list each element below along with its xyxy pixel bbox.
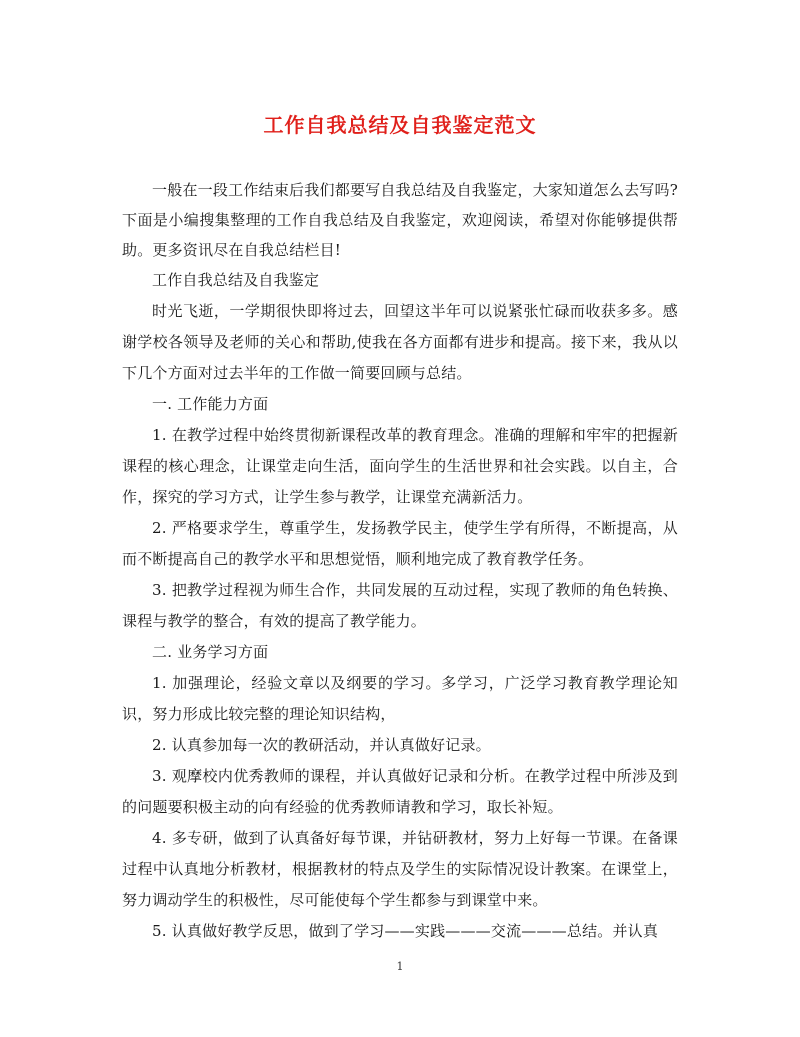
list-item: 1. 在教学过程中始终贯彻新课程改革的教育理念。准确的理解和牢牢的把握新课程的核心理念，让课堂走向生活，面向学生的生活世界和社会实践。以自主，合作，探究的学习方式，让学生参与教学，让课堂充满新活力。 bbox=[122, 426, 678, 506]
body-paragraph: 时光飞逝，一学期很快即将过去，回望这半年可以说紧张忙碌而收获多多。感谢学校各领导及老师的关心和帮助,使我在各方面都有进步和提高。接下来，我从以下几个方面对过去半年的工作做一简要回顾与总结。 bbox=[122, 302, 678, 382]
list-item: 1. 加强理论，经验文章以及纲要的学习。多学习，广泛学习教育教学理论知识，努力形成比较完整的理论知识结构， bbox=[122, 674, 678, 723]
page-number: 1 bbox=[396, 960, 404, 973]
list-item: 3. 把教学过程视为师生合作，共同发展的互动过程，实现了教师的角色转换、课程与教学的整合，有效的提高了教学能力。 bbox=[122, 581, 678, 630]
section-heading: 二. 业务学习方面 bbox=[152, 643, 269, 661]
intro-paragraph: 一般在一段工作结束后我们都要写自我总结及自我鉴定，大家知道怎么去写吗?下面是小编搜集整理的工作自我总结及自我鉴定，欢迎阅读，希望对你能够提供帮助。更多资讯尽在自我总结栏目! bbox=[122, 181, 678, 259]
list-item: 4. 多专研，做到了认真备好每节课，并钻研教材，努力上好每一节课。在备课过程中认真地分析教材，根据教材的特点及学生的实际情况设计教案。在课堂上，努力调动学生的积极性，尽可能使每个学生都参与到课堂中来。 bbox=[122, 829, 678, 909]
list-item: 3. 观摩校内优秀教师的课程，并认真做好记录和分析。在教学过程中所涉及到的问题要积极主动的向有经验的优秀教师请教和学习，取长补短。 bbox=[122, 767, 678, 816]
section-heading: 一. 工作能力方面 bbox=[152, 395, 269, 413]
list-item: 5. 认真做好教学反思，做到了学习——实践———交流———总结。并认真 bbox=[152, 922, 659, 940]
list-item: 2. 严格要求学生，尊重学生，发扬教学民主，使学生学有所得，不断提高，从而不断提高自己的教学水平和思想觉悟，顺利地完成了教育教学任务。 bbox=[122, 519, 678, 568]
list-item: 2. 认真参加每一次的教研活动，并认真做好记录。 bbox=[152, 736, 491, 754]
section-heading: 工作自我总结及自我鉴定 bbox=[152, 271, 320, 289]
document-title: 工作自我总结及自我鉴定范文 bbox=[263, 113, 537, 137]
document-body bbox=[122, 175, 678, 947]
